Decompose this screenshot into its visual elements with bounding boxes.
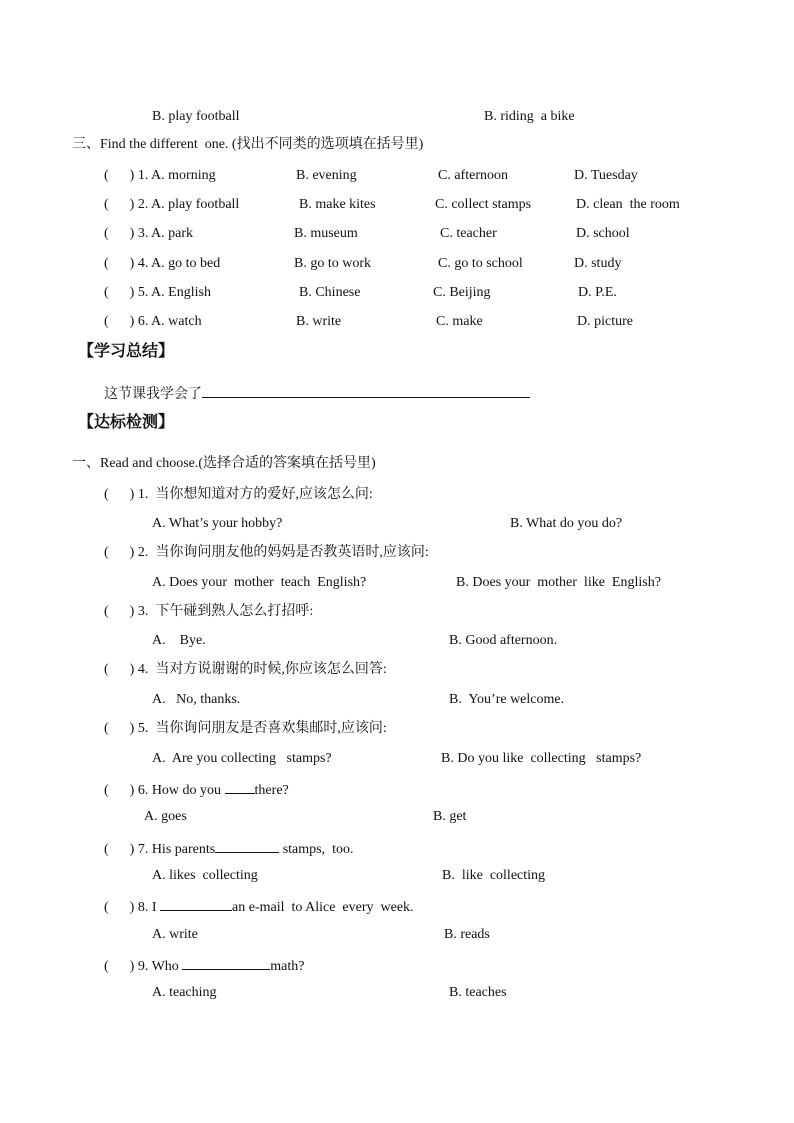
row-1-option-d: D. Tuesday bbox=[574, 168, 638, 183]
question-9 bbox=[104, 955, 305, 976]
q4-option-b: B. You’re welcome. bbox=[449, 692, 565, 707]
row-4-option-a: ( ) 4. A. go to bed bbox=[104, 256, 221, 271]
q7-text-pre: ( ) 7. His parents bbox=[104, 842, 216, 857]
row-4-option-c: C. go to school bbox=[438, 256, 523, 271]
q9-text-pre: ( ) 9. Who bbox=[104, 959, 183, 974]
row-3-option-a: ( ) 3. A. park bbox=[104, 226, 194, 241]
q6-text-post: there? bbox=[254, 783, 289, 798]
q9-option-b: B. teaches bbox=[449, 985, 507, 1000]
section3-title: 三、Find the different one. (找出不同类的选项填在括号里) bbox=[72, 137, 424, 152]
row-1-option-c: C. afternoon bbox=[438, 168, 508, 183]
row-6-option-b: B. write bbox=[296, 314, 342, 329]
q9-option-a: A. teaching bbox=[152, 985, 217, 1000]
q7-option-a: A. likes collecting bbox=[152, 868, 258, 883]
question-6 bbox=[104, 779, 289, 800]
q8-option-a: A. write bbox=[152, 927, 198, 942]
summary-line bbox=[104, 383, 530, 404]
row-1-option-a: ( ) 1. A. morning bbox=[104, 168, 216, 183]
row-5-option-c: C. Beijing bbox=[433, 285, 491, 300]
row-6-option-d: D. picture bbox=[577, 314, 633, 329]
row-4-option-b: B. go to work bbox=[294, 256, 371, 271]
summary-blank[interactable] bbox=[202, 383, 530, 398]
summary-heading: 【学习总结】 bbox=[78, 343, 175, 360]
q3-option-b: B. Good afternoon. bbox=[449, 633, 558, 648]
q6-option-a: A. goes bbox=[144, 809, 187, 824]
row-2-option-a: ( ) 2. A. play football bbox=[104, 197, 240, 212]
q6-blank[interactable] bbox=[225, 779, 255, 794]
q8-option-b: B. reads bbox=[444, 927, 490, 942]
q3-option-a: A. Bye. bbox=[152, 633, 206, 648]
test-section1-title: 一、Read and choose.(选择合适的答案填在括号里) bbox=[72, 456, 376, 471]
q2-option-b: B. Does your mother like English? bbox=[456, 575, 661, 590]
row-6-option-c: C. make bbox=[436, 314, 483, 329]
question-2: ( ) 2. 当你询问朋友他的妈妈是否教英语时,应该问: bbox=[104, 545, 429, 560]
q5-option-b: B. Do you like collecting stamps? bbox=[441, 751, 642, 766]
q7-option-b: B. like collecting bbox=[442, 868, 546, 883]
question-5: ( ) 5. 当你询问朋友是否喜欢集邮时,应该问: bbox=[104, 721, 387, 736]
row-5-option-a: ( ) 5. A. English bbox=[104, 285, 211, 300]
row-5-option-d: D. P.E. bbox=[578, 285, 617, 300]
q2-option-a: A. Does your mother teach English? bbox=[152, 575, 367, 590]
q8-text-pre: ( ) 8. I bbox=[104, 900, 160, 915]
row-6-option-a: ( ) 6. A. watch bbox=[104, 314, 202, 329]
q9-blank[interactable] bbox=[182, 955, 270, 970]
question-1: ( ) 1. 当你想知道对方的爱好,应该怎么问: bbox=[104, 487, 373, 502]
q4-option-a: A. No, thanks. bbox=[152, 692, 241, 707]
row-5-option-b: B. Chinese bbox=[299, 285, 361, 300]
q1-option-b: B. What do you do? bbox=[510, 516, 623, 531]
row-3-option-c: C. teacher bbox=[440, 226, 497, 241]
q6-text-pre: ( ) 6. How do you bbox=[104, 783, 225, 798]
q7-text-post: stamps, too. bbox=[279, 842, 354, 857]
row-2-option-c: C. collect stamps bbox=[435, 197, 532, 212]
q6-option-b: B. get bbox=[433, 809, 467, 824]
q7-blank[interactable] bbox=[215, 838, 279, 853]
row-2-option-d: D. clean the room bbox=[576, 197, 680, 212]
test-heading: 【达标检测】 bbox=[78, 414, 175, 431]
question-3: ( ) 3. 下午碰到熟人怎么打招呼: bbox=[104, 604, 314, 619]
q9-text-post: math? bbox=[270, 959, 305, 974]
q8-blank[interactable] bbox=[160, 896, 232, 911]
row-2-option-b: B. make kites bbox=[299, 197, 376, 212]
row-1-option-b: B. evening bbox=[296, 168, 357, 183]
row-4-option-d: D. study bbox=[574, 256, 622, 271]
q5-option-a: A. Are you collecting stamps? bbox=[152, 751, 332, 766]
q8-text-post: an e-mail to Alice every week. bbox=[232, 900, 414, 915]
option-b-play-football: B. play football bbox=[152, 109, 240, 124]
row-3-option-d: D. school bbox=[576, 226, 630, 241]
row-3-option-b: B. museum bbox=[294, 226, 358, 241]
question-4: ( ) 4. 当对方说谢谢的时候,你应该怎么回答: bbox=[104, 662, 387, 677]
q1-option-a: A. What’s your hobby? bbox=[152, 516, 283, 531]
question-7 bbox=[104, 838, 353, 859]
question-8 bbox=[104, 896, 414, 917]
summary-prompt: 这节课我学会了 bbox=[104, 387, 202, 402]
option-b-riding-a-bike: B. riding a bike bbox=[484, 109, 575, 124]
